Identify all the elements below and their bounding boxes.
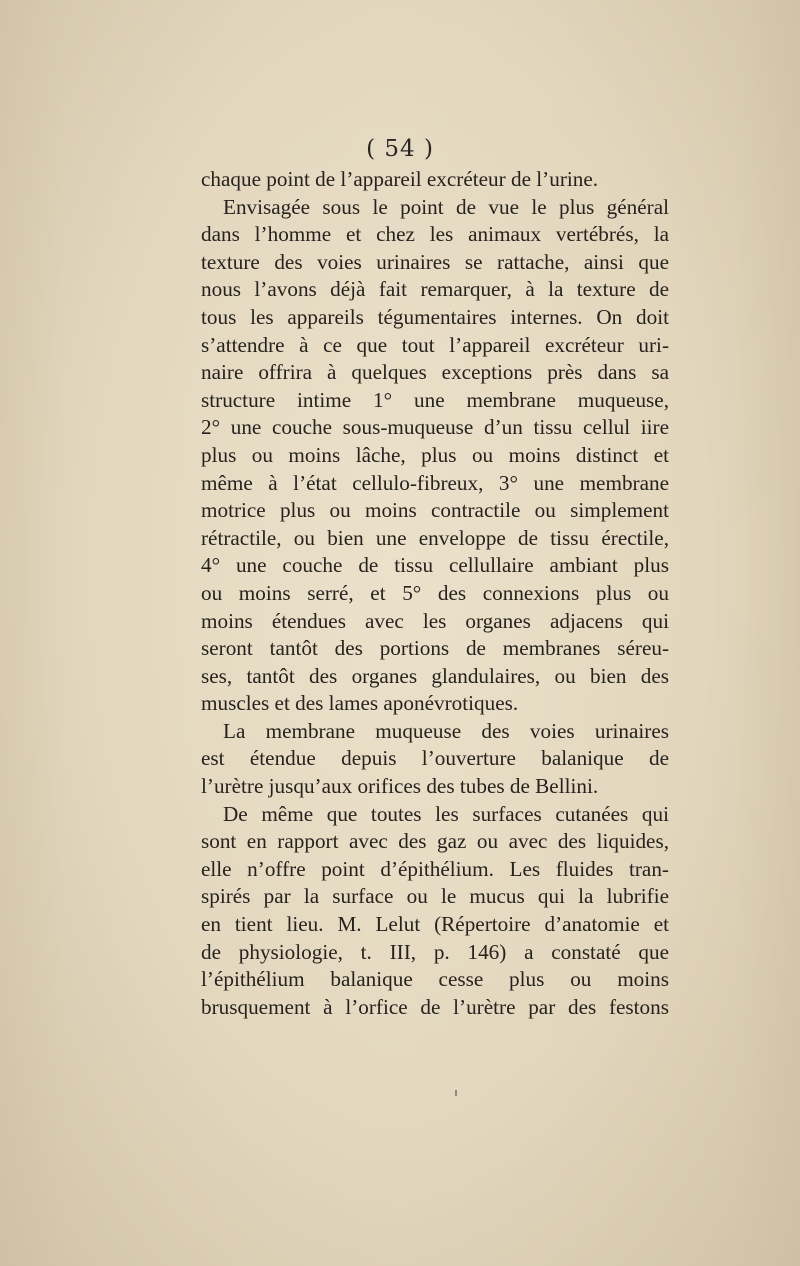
text-line: De même que toutes les surfaces cutanées qui <box>223 801 669 826</box>
text-line: sont en rapport avec des gaz ou avec des liquides, <box>201 829 669 854</box>
text-line: motrice plus ou moins contractile ou simplement <box>201 498 669 523</box>
text-line: ses, tantôt des organes glandulaires, ou bien des <box>201 663 669 688</box>
text-line: structure intime 1° une membrane muqueuse, <box>201 387 669 412</box>
text-line: l’urètre jusqu’aux orifices des tubes de Bellini. <box>201 774 599 799</box>
body-text <box>201 166 669 1021</box>
text-line: 2° une couche sous-muqueuse d’un tissu cellul iire <box>201 415 669 440</box>
text-line: muscles et des lames aponévrotiques. <box>201 691 519 716</box>
text-line: naire offrira à quelques exceptions près dans sa <box>201 360 669 385</box>
text-line: moins étendues avec les organes adjacens qui <box>201 608 669 633</box>
text-line: spirés par la surface ou le mucus qui la lubrifie <box>201 884 669 909</box>
text-line: Envisagée sous le point de vue le plus général <box>223 194 669 219</box>
text-line: La membrane muqueuse des voies urinaires <box>223 718 669 743</box>
text-line: de physiologie, t. III, p. 146) a constaté que <box>201 939 669 964</box>
text-line: l’épithélium balanique cesse plus ou moins <box>201 967 669 992</box>
text-line: en tient lieu. M. Lelut (Répertoire d’anatomie et <box>201 912 669 937</box>
text-line: seront tantôt des portions de membranes séreu- <box>201 636 669 661</box>
text-line: elle n’offre point d’épithélium. Les fluides tran- <box>201 856 669 881</box>
text-line: même à l’état cellulo-fibreux, 3° une membrane <box>201 470 669 495</box>
text-line: ou moins serré, et 5° des connexions plus ou <box>201 580 669 605</box>
text-line: plus ou moins lâche, plus ou moins distinct et <box>201 442 669 467</box>
text-line: chaque point de l’appareil excréteur de l’urine. <box>201 167 599 191</box>
text-line: 4° une couche de tissu cellullaire ambiant plus <box>201 553 669 578</box>
paper-speck <box>455 1090 457 1096</box>
page-number: ( 54 ) <box>366 136 434 162</box>
text-line: dans l’homme et chez les animaux vertébrés, la <box>201 222 669 247</box>
text-line: rétractile, ou bien une enveloppe de tissu érectile, <box>201 525 669 550</box>
text-line: s’attendre à ce que tout l’appareil excréteur uri- <box>201 332 669 357</box>
text-line: tous les appareils tégumentaires internes. On doit <box>201 304 669 329</box>
text-line: nous l’avons déjà fait remarquer, à la texture de <box>201 277 669 302</box>
text-line: brusquement à l’orfice de l’urètre par des festons <box>201 994 669 1019</box>
text-line: est étendue depuis l’ouverture balanique de <box>201 746 669 771</box>
text-line: texture des voies urinaires se rattache, ainsi que <box>201 249 669 274</box>
